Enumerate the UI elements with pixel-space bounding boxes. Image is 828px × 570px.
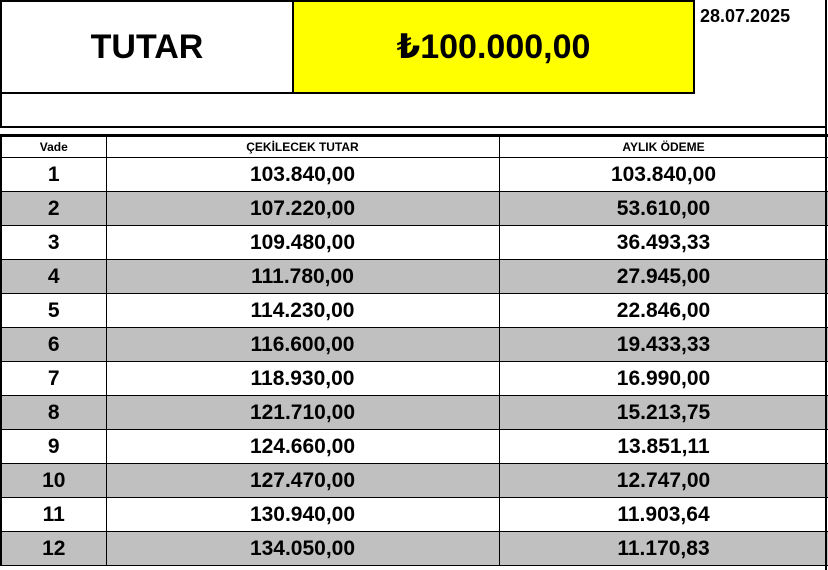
cell-cekilecek-tutar: 114.230,00 — [106, 294, 499, 328]
cell-cekilecek-tutar: 134.050,00 — [106, 532, 499, 566]
table-row — [1, 362, 828, 396]
table-row — [1, 260, 828, 294]
table-row — [1, 498, 828, 532]
cell-vade: 7 — [1, 362, 106, 396]
column-header-cekilecek-tutar: ÇEKİLECEK TUTAR — [106, 136, 499, 158]
cell-cekilecek-tutar: 127.470,00 — [106, 464, 499, 498]
cell-aylik-odeme: 15.213,75 — [499, 396, 828, 430]
table-row — [1, 328, 828, 362]
cell-vade: 1 — [1, 158, 106, 192]
cell-cekilecek-tutar: 109.480,00 — [106, 226, 499, 260]
cell-vade: 6 — [1, 328, 106, 362]
table-row — [1, 294, 828, 328]
cell-aylik-odeme: 16.990,00 — [499, 362, 828, 396]
cell-aylik-odeme: 11.170,83 — [499, 532, 828, 566]
divider — [0, 126, 827, 128]
cell-cekilecek-tutar: 130.940,00 — [106, 498, 499, 532]
cell-cekilecek-tutar: 124.660,00 — [106, 430, 499, 464]
cell-aylik-odeme: 22.846,00 — [499, 294, 828, 328]
cell-vade: 4 — [1, 260, 106, 294]
date-label: 28.07.2025 — [700, 6, 791, 26]
table-header-row — [1, 136, 828, 158]
column-header-aylik-odeme: AYLIK ÖDEME — [499, 136, 828, 158]
cell-aylik-odeme: 13.851,11 — [499, 430, 828, 464]
divider — [825, 0, 827, 570]
cell-vade: 2 — [1, 192, 106, 226]
divider — [0, 94, 2, 128]
table-row — [1, 226, 828, 260]
cell-vade: 3 — [1, 226, 106, 260]
cell-aylik-odeme: 19.433,33 — [499, 328, 828, 362]
cell-cekilecek-tutar: 118.930,00 — [106, 362, 499, 396]
table-row — [1, 158, 828, 192]
table-row — [1, 464, 828, 498]
cell-vade: 12 — [1, 532, 106, 566]
cell-cekilecek-tutar: 107.220,00 — [106, 192, 499, 226]
cell-aylik-odeme: 27.945,00 — [499, 260, 828, 294]
table-row — [1, 192, 828, 226]
cell-vade: 5 — [1, 294, 106, 328]
cell-aylik-odeme: 11.903,64 — [499, 498, 828, 532]
cell-vade: 9 — [1, 430, 106, 464]
table-row — [1, 430, 828, 464]
cell-cekilecek-tutar: 121.710,00 — [106, 396, 499, 430]
amount-value: ₺100.000,00 — [292, 0, 695, 94]
cell-aylik-odeme: 53.610,00 — [499, 192, 828, 226]
installment-table — [0, 134, 828, 566]
cell-cekilecek-tutar: 103.840,00 — [106, 158, 499, 192]
cell-aylik-odeme: 36.493,33 — [499, 226, 828, 260]
cell-cekilecek-tutar: 116.600,00 — [106, 328, 499, 362]
column-header-vade: Vade — [1, 136, 106, 158]
cell-aylik-odeme: 103.840,00 — [499, 158, 828, 192]
cell-vade: 11 — [1, 498, 106, 532]
table-row — [1, 532, 828, 566]
table-row — [1, 396, 828, 430]
amount-label: TUTAR — [0, 0, 292, 94]
cell-aylik-odeme: 12.747,00 — [499, 464, 828, 498]
cell-cekilecek-tutar: 111.780,00 — [106, 260, 499, 294]
cell-vade: 8 — [1, 396, 106, 430]
cell-vade: 10 — [1, 464, 106, 498]
